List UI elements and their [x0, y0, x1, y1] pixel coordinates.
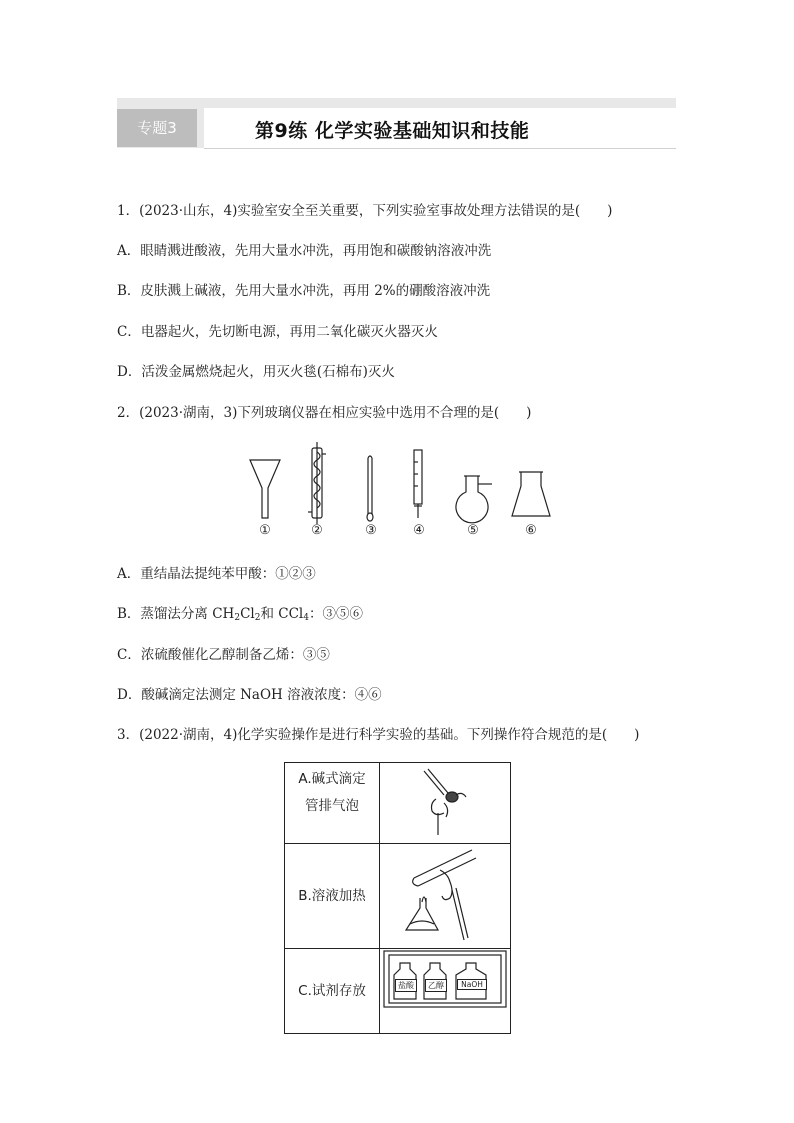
question-3-number: 3． — [117, 727, 140, 743]
q2-option-c: C．浓硫酸催化乙醇制备乙烯：③⑤ — [117, 647, 330, 663]
operation-a-figure — [380, 763, 511, 844]
thermometer-icon — [367, 456, 373, 521]
bottle-label-ethanol: 乙醇 — [425, 979, 447, 992]
operation-b-label: B.溶液加热 — [285, 844, 380, 949]
apparatus-label-2: ② — [311, 523, 323, 538]
q2-b-suffix: ：③⑤⑥ — [308, 606, 363, 622]
apparatus-label-3: ③ — [365, 523, 377, 538]
question-3-text: (2022·湖南，4)化学实验操作是进行科学实验的基础。下列操作符合规范的是( ) — [139, 727, 640, 743]
bottle-label-hcl: 盐酸 — [395, 979, 417, 992]
question-2-text: (2023·湖南，3)下列玻璃仪器在相应实验中选用不合理的是( ) — [139, 405, 532, 421]
operation-row-b — [285, 844, 511, 949]
conical-flask-icon — [512, 472, 550, 516]
question-1-stem — [117, 199, 612, 219]
reagent-shelf — [380, 949, 510, 1033]
question-1-text: (2023·山东，4)实验室安全至关重要，下列实验室事故处理方法错误的是( ) — [139, 203, 613, 219]
apparatus-label-6: ⑥ — [525, 523, 537, 538]
operation-row-c — [285, 949, 511, 1034]
q2-option-d: D．酸碱滴定法测定 NaOH 溶液浓度：④⑥ — [117, 687, 382, 703]
q2-b-sub1: 2 — [234, 613, 241, 623]
burette-bubble-icon — [380, 763, 510, 839]
page-title: 第9练 化学实验基础知识和技能 — [255, 120, 530, 142]
operation-a-line1: A.碱式滴定 — [298, 771, 366, 787]
operation-a-line2: 管排气泡 — [305, 798, 359, 814]
bottle-label-naoh: NaOH — [457, 979, 487, 990]
distillation-flask-icon — [456, 476, 492, 523]
operation-c-label: C.试剂存放 — [285, 949, 380, 1034]
burette-icon — [414, 450, 422, 518]
glassware-figure — [240, 442, 560, 542]
question-2-number: 2． — [117, 405, 140, 421]
q2-b-prefix: B．蒸馏法分离 CH — [117, 606, 235, 622]
apparatus-label-5: ⑤ — [467, 523, 479, 538]
apparatus-label-4: ④ — [413, 523, 425, 538]
condenser-icon — [308, 442, 326, 524]
operation-a-label — [285, 763, 380, 844]
funnel-icon — [250, 460, 280, 518]
operation-c-figure — [380, 949, 511, 1034]
topic-tag: 专题3 — [117, 109, 197, 147]
question-1-number: 1． — [117, 203, 140, 219]
q2-b-sub2: 2 — [254, 613, 261, 623]
operations-table — [284, 762, 511, 1034]
q2-option-b — [117, 602, 363, 622]
q2-b-mid1: Cl — [240, 606, 255, 622]
heating-icon — [380, 844, 510, 944]
q1-option-c: C．电器起火，先切断电源，再用二氧化碳灭火器灭火 — [117, 324, 438, 340]
q1-option-b: B．皮肤溅上碱液，先用大量水冲洗，再用 2%的硼酸溶液冲洗 — [117, 283, 491, 299]
q1-option-a: A．眼睛溅进酸液，先用大量水冲洗，再用饱和碳酸钠溶液冲洗 — [117, 243, 492, 259]
q2-b-mid2: 和 CCl — [260, 606, 304, 622]
operation-b-figure — [380, 844, 511, 949]
question-2-stem — [117, 401, 531, 421]
q2-b-sub3: 4 — [303, 613, 309, 623]
question-3-stem — [117, 723, 639, 743]
q2-option-a: A．重结晶法提纯苯甲酸：①②③ — [117, 566, 316, 582]
operation-row-a — [285, 763, 511, 844]
apparatus-label-1: ① — [259, 523, 271, 538]
q1-option-d: D．活泼金属燃烧起火，用灭火毯(石棉布)灭火 — [117, 364, 395, 380]
